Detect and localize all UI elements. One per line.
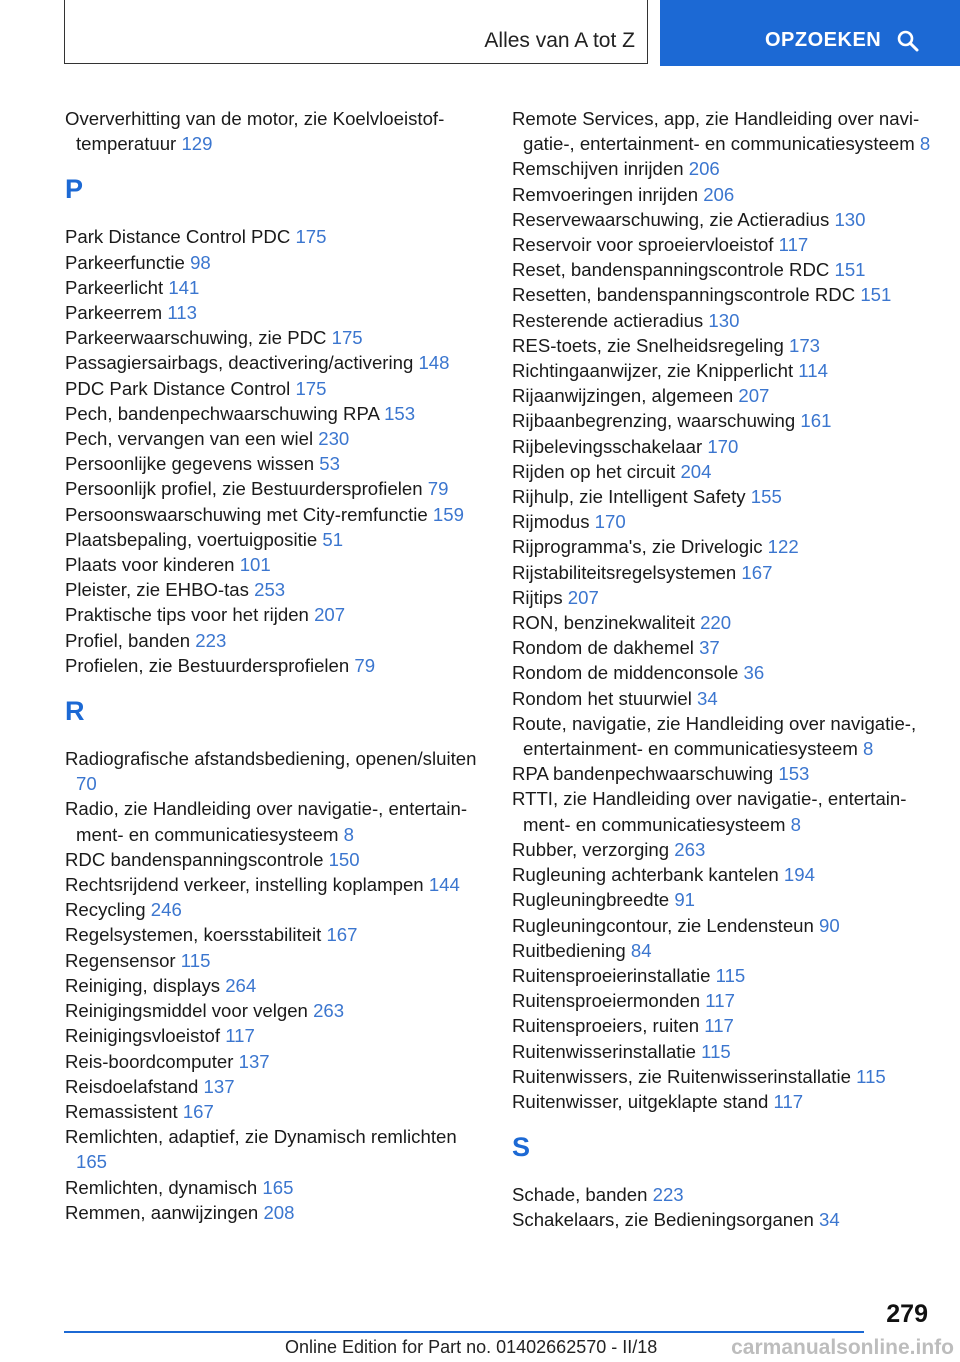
entry-text: RES-toets, zie Snelheidsregeling	[512, 334, 784, 356]
entry-text: Plaats voor kinderen	[65, 554, 235, 576]
page-link[interactable]: 137	[203, 1075, 235, 1097]
page-link[interactable]: 115	[715, 964, 746, 986]
index-entry	[512, 308, 942, 333]
entry-text: Parkeerrem	[65, 302, 163, 324]
index-entry	[65, 1074, 485, 1099]
index-entry	[512, 106, 942, 156]
index-entry	[512, 1064, 942, 1089]
page-link[interactable]: 129	[181, 133, 213, 155]
entry-text: Park Distance Control PDC	[65, 226, 291, 248]
index-entry	[65, 275, 485, 300]
page-link[interactable]: 159	[432, 503, 464, 525]
entry-text: Remschijven inrijden	[512, 158, 684, 180]
page-link[interactable]: 194	[783, 864, 815, 886]
entry-text: Rondom de dakhemel	[512, 637, 694, 659]
entry-text: Ruitensproeiermonden	[512, 990, 701, 1012]
index-entry	[65, 106, 485, 156]
entry-text: Passagiersairbags, deactivering/activering	[65, 352, 414, 374]
entry-text: PDC Park Distance Control	[65, 377, 291, 399]
index-entry	[512, 560, 942, 585]
index-entry	[65, 1200, 485, 1225]
index-entry	[65, 502, 485, 527]
entry-text: Rijstabiliteitsregelsystemen	[512, 561, 737, 583]
entry-text: RON, benzinekwaliteit	[512, 612, 695, 634]
page-link[interactable]: 207	[738, 385, 770, 407]
index-entry	[512, 1182, 942, 1207]
entry-text: Remvoeringen inrijden	[512, 183, 699, 205]
section-letter: S	[512, 1132, 531, 1163]
index-entry	[512, 660, 942, 685]
watermark-logo: carmanualsonline.info	[731, 1336, 954, 1359]
index-entry	[512, 282, 942, 307]
header	[0, 0, 960, 66]
entry-text: Rijtips	[512, 586, 563, 608]
page-link[interactable]: 173	[789, 334, 821, 356]
index-entry	[65, 300, 485, 325]
index-entry	[512, 635, 942, 660]
page-link[interactable]: 113	[167, 302, 197, 324]
page-link[interactable]: 206	[688, 158, 720, 180]
page-link[interactable]: 130	[834, 208, 866, 230]
entry-text: Rijmodus	[512, 511, 590, 533]
entry-text: Rondom de middenconsole	[512, 662, 739, 684]
index-entry	[512, 1207, 942, 1232]
page-link[interactable]: 70	[76, 773, 97, 795]
page-link[interactable]: 37	[699, 637, 720, 659]
index-entry	[512, 711, 942, 761]
index-entry	[65, 998, 485, 1023]
index-entry	[512, 534, 942, 559]
page-link[interactable]: 34	[819, 1209, 840, 1231]
page-link[interactable]: 117	[225, 1025, 255, 1047]
entry-text: Rijden op het circuit	[512, 460, 676, 482]
page-link[interactable]: 53	[319, 453, 340, 475]
entry-text: Praktische tips voor het rijden	[65, 604, 309, 626]
page-link[interactable]: 161	[800, 410, 832, 432]
index-entry	[65, 973, 485, 998]
page-link[interactable]: 114	[798, 360, 828, 382]
entry-text: Ruitbediening	[512, 939, 626, 961]
index-entry	[512, 257, 942, 282]
entry-text: Rubber, verzorging	[512, 838, 670, 860]
page-link[interactable]: 101	[239, 554, 271, 576]
index-entry	[512, 434, 942, 459]
entry-text: Radio, zie Handleiding over navigatie-, entertainment- en communicatiesysteem	[65, 798, 468, 845]
index-entry	[65, 628, 485, 653]
entry-text: Remlichten, dynamisch	[65, 1176, 258, 1198]
page-link[interactable]: 151	[860, 284, 892, 306]
page-link[interactable]: 263	[313, 1000, 345, 1022]
page-link[interactable]: 167	[182, 1100, 214, 1122]
page-link[interactable]: 8	[919, 133, 931, 155]
entry-text: Persoonlijk profiel, zie Bestuurdersprofielen	[65, 478, 423, 500]
page-link[interactable]: 165	[262, 1176, 294, 1198]
entry-text: Reservewaarschuwing, zie Actieradius	[512, 208, 830, 230]
entry-text: Reis-boordcomputer	[65, 1050, 234, 1072]
index-entry	[512, 1089, 942, 1114]
entry-text: Profiel, banden	[65, 629, 191, 651]
index-entry	[512, 938, 942, 963]
index-entry	[65, 847, 485, 872]
index-entry	[512, 963, 942, 988]
index-entry	[65, 476, 485, 501]
page-link[interactable]: 36	[743, 662, 765, 684]
page-link[interactable]: 117	[704, 1015, 734, 1037]
index-entry	[512, 484, 942, 509]
page-link[interactable]: 153	[778, 763, 810, 785]
page-number: 279	[886, 1300, 928, 1328]
page-link[interactable]: 84	[630, 939, 652, 961]
page-link[interactable]: 34	[697, 687, 718, 709]
entry-text: Remlichten, adaptief, zie Dynamisch remlichten	[65, 1126, 457, 1148]
page-link[interactable]: 263	[674, 838, 706, 860]
entry-text: Resetten, bandenspanningscontrole RDC	[512, 284, 856, 306]
entry-text: Parkeerfunctie	[65, 251, 185, 273]
index-entry	[512, 509, 942, 534]
index-column-right	[512, 106, 942, 1233]
footer-divider	[64, 1331, 864, 1333]
index-entry	[512, 887, 942, 912]
entry-text: Radiografische afstandsbediening, openen/sluiten	[65, 748, 477, 770]
page-link[interactable]: 175	[331, 327, 363, 349]
index-entry	[512, 459, 942, 484]
page-link[interactable]: 208	[263, 1201, 295, 1223]
entry-text: Rugleuning achterbank kantelen	[512, 864, 779, 886]
index-entry	[65, 602, 485, 627]
entry-text: Rijbelevingsschakelaar	[512, 435, 703, 457]
index-entry	[512, 182, 942, 207]
entry-text: Ruitensproeiers, ruiten	[512, 1015, 700, 1037]
page-link[interactable]: 175	[295, 226, 327, 248]
page-link[interactable]: 90	[819, 914, 840, 936]
index-entry	[65, 350, 485, 375]
entry-text: Remote Services, app, zie Handleiding over navigatie-, entertainment- en communicatiesysteem	[512, 108, 920, 155]
index-entry	[512, 232, 942, 257]
page-link[interactable]: 151	[834, 259, 866, 281]
page-link[interactable]: 91	[674, 889, 695, 911]
entry-text: Reset, bandenspanningscontrole RDC	[512, 259, 830, 281]
index-entry	[512, 786, 942, 836]
entry-text: RDC bandenspanningscontrole	[65, 848, 324, 870]
page-link[interactable]: 246	[150, 899, 182, 921]
entry-text: Remmen, aanwijzingen	[65, 1201, 259, 1223]
page-link[interactable]: 8	[863, 738, 874, 760]
index-entry	[65, 653, 485, 678]
index-entry	[512, 1013, 942, 1038]
index-entry	[512, 761, 942, 786]
entry-text: Remassistent	[65, 1100, 178, 1122]
page-link[interactable]: 155	[750, 486, 782, 508]
entry-text: RPA bandenpechwaarschuwing	[512, 763, 774, 785]
index-entry	[65, 1049, 485, 1074]
entry-text: RTTI, zie Handleiding over navigatie-, entertainment- en communicatiesysteem	[512, 788, 907, 835]
page-link[interactable]: 167	[741, 561, 773, 583]
entry-text: Regensensor	[65, 949, 176, 971]
index-entry	[512, 610, 942, 635]
entry-text: Ruitenwisserinstallatie	[512, 1040, 696, 1062]
page-link[interactable]: 51	[322, 528, 344, 550]
index-entry	[512, 686, 942, 711]
index-entry	[65, 451, 485, 476]
page-link[interactable]: 207	[314, 604, 346, 626]
page-link[interactable]: 223	[652, 1184, 684, 1206]
index-entry	[65, 577, 485, 602]
page-link[interactable]: 98	[190, 251, 211, 273]
entry-text: Oververhitting van de motor, zie Koelvloeistoftemperatuur	[65, 108, 445, 155]
page-link[interactable]: 167	[326, 924, 358, 946]
page-link[interactable]: 207	[567, 586, 599, 608]
index-entry	[512, 408, 942, 433]
index-entry	[65, 1175, 485, 1200]
page-link[interactable]: 8	[790, 813, 801, 835]
page-link[interactable]: 206	[703, 183, 735, 205]
page-link[interactable]: 148	[418, 352, 450, 374]
page-link[interactable]: 165	[76, 1151, 108, 1173]
entry-text: Richtingaanwijzer, zie Knipperlicht	[512, 360, 794, 382]
page-link[interactable]: 253	[254, 579, 286, 601]
index-entry	[65, 224, 485, 249]
page-link[interactable]: 79	[427, 478, 449, 500]
entry-text: Schade, banden	[512, 1184, 648, 1206]
entry-text: Reservoir voor sproeiervloeistof	[512, 234, 774, 256]
index-tab[interactable]	[64, 0, 648, 64]
index-entry	[512, 333, 942, 358]
page-link[interactable]: 170	[594, 511, 626, 533]
index-tab-label: Alles van A tot Z	[484, 29, 635, 52]
entry-text: Schakelaars, zie Bedieningsorganen	[512, 1209, 814, 1231]
search-label: OPZOEKEN	[765, 29, 882, 51]
index-entry	[512, 383, 942, 408]
entry-text: Rijbaanbegrenzing, waarschuwing	[512, 410, 796, 432]
index-entry	[512, 862, 942, 887]
entry-text: Rijprogramma's, zie Drivelogic	[512, 536, 763, 558]
index-entry	[512, 837, 942, 862]
entry-text: Ruitenwissers, zie Ruitenwisserinstallatie	[512, 1065, 851, 1087]
entry-text: Reinigingsvloeistof	[65, 1025, 221, 1047]
index-entry	[512, 585, 942, 610]
entry-text: Route, navigatie, zie Handleiding over navigatie-, entertainment- en communicatiesysteem	[512, 712, 917, 760]
page-link[interactable]: 115	[701, 1040, 731, 1062]
page-link[interactable]: 175	[295, 377, 327, 399]
page-link[interactable]: 137	[238, 1050, 270, 1072]
entry-text: Parkeerlicht	[65, 276, 164, 298]
section-letter: P	[65, 174, 84, 205]
index-entry	[512, 913, 942, 938]
entry-text: Pech, bandenpechwaarschuwing RPA	[65, 402, 379, 424]
entry-text: Pleister, zie EHBO-tas	[65, 579, 249, 601]
search-button[interactable]	[660, 0, 960, 66]
page-link[interactable]: 141	[168, 276, 200, 298]
entry-text: Recycling	[65, 899, 146, 921]
index-entry	[65, 401, 485, 426]
footer	[0, 1336, 960, 1362]
entry-text: Persoonswaarschuwing met City-remfunctie	[65, 503, 428, 525]
page-link[interactable]: 150	[328, 848, 360, 870]
entry-text: Profielen, zie Bestuurdersprofielen	[65, 654, 350, 676]
entry-text: Regelsystemen, koersstabiliteit	[65, 924, 322, 946]
entry-text: Rechtsrijdend verkeer, instelling koplampen	[65, 874, 424, 896]
entry-text: Rugleuningcontour, zie Lendensteun	[512, 914, 814, 936]
index-entry	[65, 250, 485, 275]
edition-text: Online Edition for Part no. 01402662570 - II/18	[285, 1337, 658, 1357]
index-entry	[65, 426, 485, 451]
page-link[interactable]: 115	[856, 1065, 886, 1087]
page-link[interactable]: 115	[180, 949, 211, 971]
entry-text: Rijaanwijzingen, algemeen	[512, 385, 734, 407]
entry-text: Reinigingsmiddel voor velgen	[65, 1000, 308, 1022]
index-entry	[65, 1099, 485, 1124]
page-link[interactable]: 230	[318, 428, 350, 450]
entry-text: Rugleuningbreedte	[512, 889, 670, 911]
page-link[interactable]: 170	[707, 435, 739, 457]
page-link[interactable]: 204	[680, 460, 712, 482]
page-link[interactable]: 223	[195, 629, 227, 651]
entry-text: Resterende actieradius	[512, 309, 704, 331]
entry-text: Ruitenwisser, uitgeklapte stand	[512, 1090, 769, 1112]
index-entry	[65, 948, 485, 973]
index-entry	[512, 207, 942, 232]
entry-text: Ruitensproeierinstallatie	[512, 964, 711, 986]
index-entry	[65, 325, 485, 350]
entry-text: Parkeerwaarschuwing, zie PDC	[65, 327, 327, 349]
index-entry	[65, 527, 485, 552]
entry-text: Persoonlijke gegevens wissen	[65, 453, 315, 475]
page-link[interactable]: 130	[708, 309, 740, 331]
index-entry	[65, 1124, 485, 1174]
index-entry	[512, 156, 942, 181]
page-link[interactable]: 153	[384, 402, 416, 424]
entry-text: Reiniging, displays	[65, 974, 221, 996]
index-entry	[65, 872, 485, 897]
page-link[interactable]: 122	[767, 536, 799, 558]
index-entry	[65, 1023, 485, 1048]
section-letter: R	[65, 696, 85, 727]
page-link[interactable]: 220	[700, 612, 732, 634]
page-link[interactable]: 117	[778, 234, 809, 256]
index-entry	[65, 552, 485, 577]
entry-text: Plaatsbepaling, voertuigpositie	[65, 528, 318, 550]
entry-text: Pech, vervangen van een wiel	[65, 428, 314, 450]
index-entry	[65, 796, 485, 846]
entry-text: Reisdoelafstand	[65, 1075, 199, 1097]
page-link[interactable]: 8	[343, 823, 354, 845]
index-column-left	[65, 106, 485, 1225]
entry-text: Rijhulp, zie Intelligent Safety	[512, 486, 746, 508]
index-entry	[65, 376, 485, 401]
page-link[interactable]: 117	[773, 1090, 804, 1112]
page-link[interactable]: 144	[428, 874, 460, 896]
index-entry	[512, 358, 942, 383]
index-entry	[512, 988, 942, 1013]
entry-text: Rondom het stuurwiel	[512, 687, 692, 709]
page-link[interactable]: 117	[705, 990, 735, 1012]
page-link[interactable]: 79	[354, 654, 376, 676]
page-link[interactable]: 264	[225, 974, 257, 996]
search-icon	[896, 29, 920, 53]
index-entry	[512, 1039, 942, 1064]
index-entry	[65, 897, 485, 922]
index-entry	[65, 922, 485, 947]
index-entry	[65, 746, 485, 796]
